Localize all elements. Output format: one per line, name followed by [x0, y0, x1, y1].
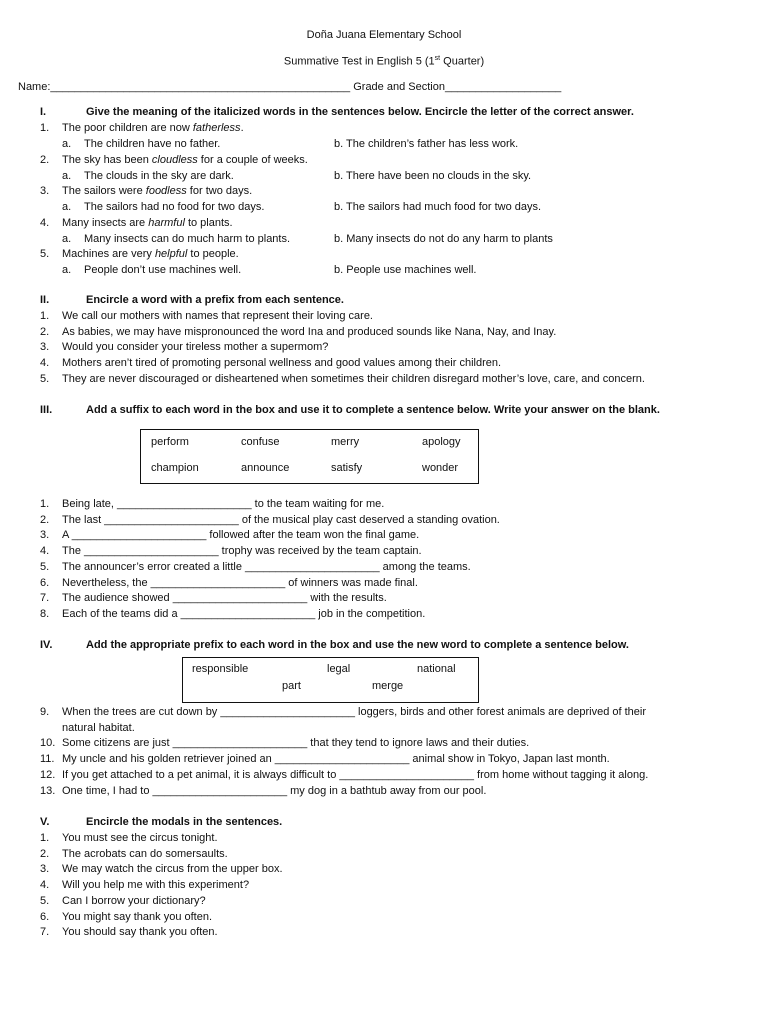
question-item: 12. If you get attached to a pet animal, it is always difficult to ______________________ from home without tagging it along. [40, 768, 649, 781]
question-item: 1. You must see the circus tonight. [40, 832, 218, 844]
question-item: 6. Nevertheless, the ______________________ of winners was made final. [40, 576, 418, 589]
question-item: 1. We call our mothers with names that represent their loving care. [40, 310, 373, 322]
box-word: responsible [192, 663, 249, 675]
choice-a: a. The children have no father. [62, 138, 221, 150]
prefix-word-box [182, 657, 479, 703]
question-item: 9. When the trees are cut down by ______________________ loggers, birds and other forest animals are deprived of their [40, 706, 646, 718]
box-word: satisfy [331, 462, 363, 474]
school-name: Doña Juana Elementary School [306, 29, 462, 41]
box-word: wonder [422, 462, 459, 474]
question-item: 7. You should say thank you often. [40, 926, 218, 939]
question-item: 1. The poor children are now fatherless. [40, 122, 244, 134]
question-item: 5. They are never discouraged or disheartened when sometimes their children disregard mother’s love, care, and concern. [40, 372, 645, 385]
question-item: 4. The ______________________ trophy was received by the team captain. [40, 545, 422, 558]
box-word: confuse [241, 436, 280, 448]
box-word: part [282, 680, 301, 692]
question-item: 1. Being late, ______________________ to the team waiting for me. [40, 498, 385, 510]
box-word: legal [327, 663, 351, 675]
question-item: 2. The acrobats can do somersaults. [40, 847, 228, 860]
test-title: Summative Test in English 5 (1st Quarter) [283, 55, 485, 68]
section-5-heading: V. Encircle the modals in the sentences. [40, 816, 283, 828]
box-word: national [417, 663, 456, 675]
choice-b: b. The sailors had much food for two days. [334, 201, 542, 213]
choice-b: b. People use machines well. [334, 264, 477, 276]
choice-a: a. The sailors had no food for two days. [62, 201, 265, 213]
question-item: 4. Mothers aren’t tired of promoting personal wellness and good values among their children. [40, 357, 502, 370]
box-word: announce [241, 462, 290, 474]
section-4-heading: IV. Add the appropriate prefix to each word in the box and use the new word to complete a sentence below. [40, 639, 629, 651]
question-item: 7. The audience showed ______________________ with the results. [40, 592, 387, 605]
question-item: 4. Will you help me with this experiment? [40, 879, 250, 892]
section-2-heading: II. Encircle a word with a prefix from each sentence. [40, 294, 344, 306]
question-item: 5. Machines are very helpful to people. [40, 248, 239, 260]
choice-b: b. The children’s father has less work. [334, 138, 519, 150]
question-item: 2. The last ______________________ of the musical play cast deserved a standing ovation. [40, 513, 500, 526]
section-1-heading: I. Give the meaning of the italicized words in the sentences below. Encircle the letter of the correct answer. [40, 106, 634, 118]
box-word: champion [151, 462, 199, 474]
box-word: merge [372, 680, 404, 692]
question-item: 13. One time, I had to ______________________ my dog in a bathtub away from our pool. [40, 784, 487, 797]
question-item: 3. Would you consider your tireless mother a supermom? [40, 341, 329, 354]
question-item: 10. Some citizens are just ______________________ that they tend to ignore laws and their duties. [40, 737, 530, 750]
question-item: 2. As babies, we may have mispronounced the word Ina and produced sounds like Nana, Nay, and Inay. [40, 325, 557, 338]
question-item: natural habitat. [62, 721, 135, 734]
question-item: 11. My uncle and his golden retriever joined an ______________________ animal show in Tokyo, Japan last month. [40, 753, 610, 766]
question-item: 8. Each of the teams did a ______________________ job in the competition. [40, 607, 426, 620]
suffix-word-box [140, 429, 479, 484]
name-grade-line: Name:_________________________________________________ Grade and Section___________________ [18, 81, 562, 93]
question-item: 5. The announcer’s error created a little ______________________ among the teams. [40, 560, 471, 573]
section-3-heading: III. Add a suffix to each word in the box and use it to complete a sentence below. Write your answer on the blank. [40, 404, 660, 416]
question-item: 4. Many insects are harmful to plants. [40, 216, 233, 229]
question-item: 3. A ______________________ followed after the team won the final game. [40, 529, 420, 542]
question-item: 6. You might say thank you often. [40, 910, 213, 923]
choice-b: b. There have been no clouds in the sky. [334, 169, 532, 182]
choice-b: b. Many insects do not do any harm to plants [334, 232, 553, 245]
question-item: 3. The sailors were foodless for two days. [40, 185, 253, 197]
choice-a: a. People don’t use machines well. [62, 264, 242, 276]
question-item: 2. The sky has been cloudless for a couple of weeks. [40, 153, 308, 166]
box-word: merry [331, 436, 360, 448]
box-word: perform [151, 436, 189, 448]
question-item: 3. We may watch the circus from the upper box. [40, 863, 283, 876]
choice-a: a. The clouds in the sky are dark. [62, 169, 234, 182]
question-item: 5. Can I borrow your dictionary? [40, 894, 206, 907]
box-word: apology [422, 436, 461, 448]
choice-a: a. Many insects can do much harm to plants. [62, 232, 291, 245]
